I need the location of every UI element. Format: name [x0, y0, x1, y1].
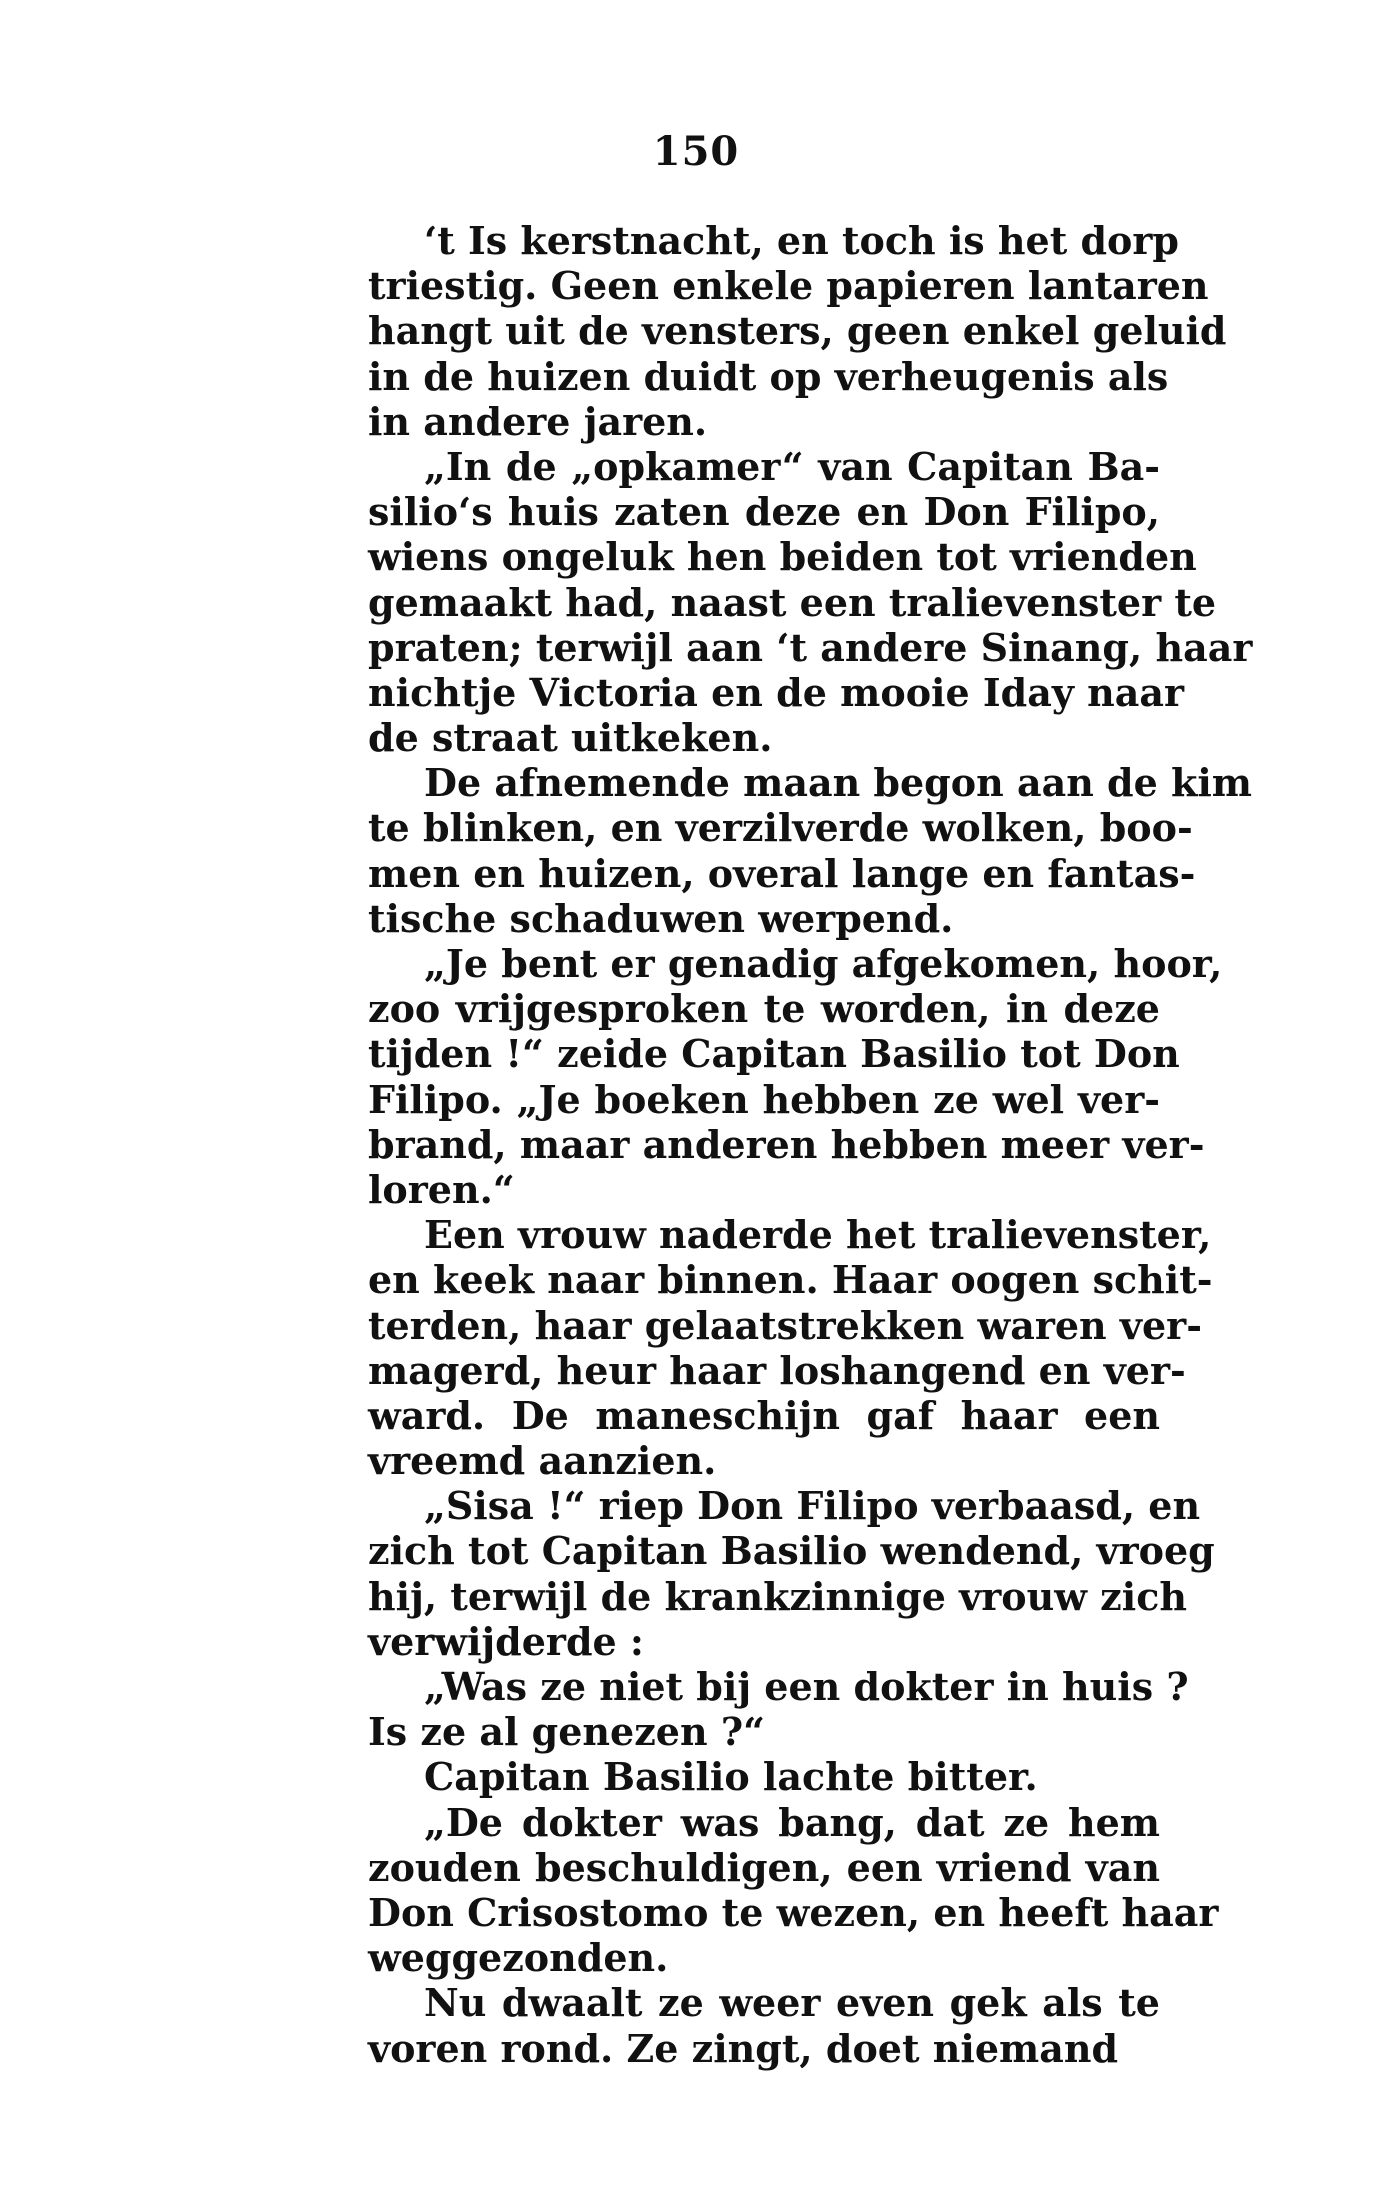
text-line: magerd, heur haar loshangend en ver-: [368, 1347, 1186, 1393]
paragraph: [368, 1799, 1219, 1981]
text-line: Een vrouw naderde het tralievenster,: [424, 1212, 1212, 1258]
text-line: zoo vrijgesproken te worden, in deze: [368, 986, 1160, 1032]
text-line: ward. De maneschijn gaf haar een: [368, 1392, 1160, 1438]
paragraph: [368, 1483, 1215, 1664]
text-line: loren.“: [368, 1166, 515, 1212]
text-line: silio‘s huis zaten deze en Don Filipo,: [368, 489, 1160, 535]
body-text: [368, 218, 1253, 2071]
text-line: Is ze al genezen ?“: [368, 1709, 765, 1755]
text-line: nichtje Victoria en de mooie Iday naar: [368, 669, 1185, 715]
text-line: tijden !“ zeide Capitan Basilio tot Don: [368, 1031, 1180, 1077]
text-line: „In de „opkamer“ van Capitan Ba-: [424, 443, 1160, 489]
text-line: Don Crisostomo te wezen, en heeft haar: [368, 1889, 1219, 1935]
text-line: Capitan Basilio lachte bitter.: [424, 1754, 1038, 1800]
paragraph: [368, 1980, 1160, 2070]
text-line: zouden beschuldigen, een vriend van: [368, 1844, 1160, 1890]
text-line: wiens ongeluk hen beiden tot vrienden: [368, 534, 1197, 580]
text-line: „Je bent er genadig afgekomen, hoor,: [424, 941, 1223, 986]
text-line: brand, maar anderen hebben meer ver-: [368, 1121, 1205, 1167]
text-line: ‘t Is kerstnacht, en toch is het dorp: [424, 218, 1179, 263]
text-line: zich tot Capitan Basilio wendend, vroeg: [368, 1528, 1215, 1574]
text-line: Nu dwaalt ze weer even gek als te: [424, 1980, 1160, 2026]
text-line: Filipo. „Je boeken hebben ze wel ver-: [368, 1076, 1160, 1122]
page-number: 150: [652, 128, 740, 175]
paragraph: [368, 443, 1253, 761]
text-line: De afnemende maan begon aan de kim: [424, 760, 1253, 806]
text-line: triestig. Geen enkele papieren lantaren: [368, 263, 1209, 309]
paragraph: [368, 1212, 1213, 1484]
text-line: en keek naar binnen. Haar oogen schit-: [368, 1257, 1213, 1303]
text-line: verwijderde :: [368, 1618, 644, 1664]
text-line: terden, haar gelaatstrekken waren ver-: [368, 1302, 1202, 1348]
text-line: in de huizen duidt op verheugenis als: [368, 353, 1169, 399]
text-line: men en huizen, overal lange en fantas-: [368, 850, 1196, 896]
text-line: praten; terwijl aan ‘t andere Sinang, haar: [368, 624, 1253, 670]
text-line: hij, terwijl de krankzinnige vrouw zich: [368, 1573, 1187, 1619]
text-line: „De dokter was bang, dat ze hem: [424, 1799, 1160, 1845]
text-line: tische schaduwen werpend.: [368, 895, 954, 941]
text-line: voren rond. Ze zingt, doet niemand: [368, 2025, 1119, 2071]
text-line: „Was ze niet bij een dokter in huis ?: [424, 1664, 1189, 1709]
paragraph: [368, 941, 1223, 1212]
paragraph: [368, 1664, 1189, 1755]
text-line: „Sisa !“ riep Don Filipo verbaasd, en: [424, 1483, 1201, 1529]
text-line: vreemd aanzien.: [368, 1438, 717, 1484]
paragraph: [368, 218, 1227, 444]
text-line: hangt uit de vensters, geen enkel geluid: [368, 308, 1227, 354]
paragraph: [368, 1754, 1160, 1799]
text-line: in andere jaren.: [368, 398, 708, 444]
paragraph: [368, 760, 1253, 941]
text-line: de straat uitkeken.: [368, 715, 773, 761]
text-line: weggezonden.: [368, 1935, 669, 1981]
text-line: te blinken, en verzilverde wolken, boo-: [368, 805, 1193, 851]
text-line: gemaakt had, naast een tralievenster te: [368, 579, 1217, 625]
